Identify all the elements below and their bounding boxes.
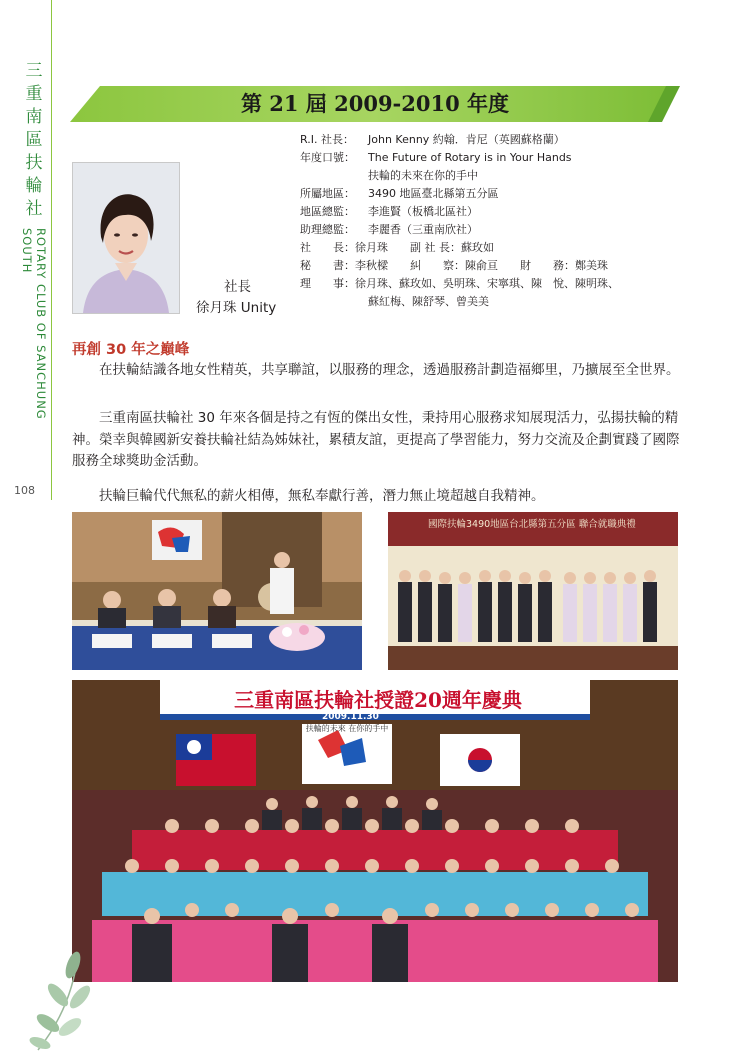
governor: 李進賢（板橋北區社） <box>368 205 478 218</box>
president-name: 徐月珠 Unity <box>196 300 277 316</box>
governor-label: 地區總監： <box>300 205 355 218</box>
article-paragraph-2: 三重南區扶輪社 30 年來各個是持之有恆的傑出女性，秉持用心服務求知展現活力，弘揚扶輪的精神。榮幸與韓國新安養扶輪社結為姊妹社，累積友誼，更提高了學習能力，努力交流及企劃實踐了國際服務全球獎助金活動。 <box>72 410 680 469</box>
district-label: 所屬地區： <box>300 187 355 200</box>
anniversary-banner-text: 三重南區扶輪社授證20週年慶典 <box>234 688 522 712</box>
assistant: 李麗香（三重南欣社） <box>368 223 478 236</box>
banner-title: 第 21 屆 2009-2010 年度 <box>240 91 510 116</box>
stage-banner-text: 國際扶輪3490地區台北縣第五分區 聯合就職典禮 <box>428 519 636 530</box>
district: 3490 地區臺北縣第五分區 <box>368 187 499 200</box>
page-number: 108 <box>14 484 35 497</box>
theme-zh: 扶輪的未來在你的手中 <box>368 169 478 182</box>
sidebar-divider <box>51 0 52 500</box>
anniversary-date: 2009.11.30 <box>322 712 379 722</box>
article-heading: 再創 30 年之巔峰 <box>72 342 190 358</box>
year-banner <box>70 86 680 122</box>
directors-row-2: 蘇紅梅、陳舒琴、曾美美 <box>368 295 489 308</box>
directors-row: 理 事：徐月珠、蘇玫如、吳明珠、宋寧琪、陳 悅、陳明珠、 <box>300 277 619 290</box>
president-role: 社長 <box>224 279 251 295</box>
leaf-decoration-icon <box>18 935 118 1055</box>
officers-row: 社 長：徐月珠 副 社 長：蘇玫如 <box>300 241 494 254</box>
sidebar-club-name-zh: 三重南區扶輪社 <box>25 61 45 219</box>
secretary-row: 秘 書：李秋樑 糾 察：陳俞亘 財 務：鄭美珠 <box>300 259 608 272</box>
officer-info <box>300 131 720 311</box>
assistant-label: 助理總監： <box>300 223 355 236</box>
sidebar-club-name-en: ROTARY CLUB OF SANCHUNG SOUTH <box>20 228 48 420</box>
photo-anniversary-group <box>72 680 678 982</box>
ri-president: John Kenny 約翰．肯尼（英國蘇格蘭） <box>368 133 565 146</box>
theme-label: 年度口號： <box>300 151 355 164</box>
president-portrait <box>72 162 180 314</box>
article-paragraph-3: 扶輪巨輪代代無私的薪火相傳，無私奉獻行善，潛力無止境超越自我精神。 <box>99 488 545 504</box>
anniversary-slogan: 扶輪的未來 在你的手中 <box>305 724 389 733</box>
ri-president-label: R.I. 社長： <box>300 133 354 146</box>
photo-stage-group <box>388 512 678 670</box>
photo-meeting <box>72 512 362 670</box>
article-paragraph-1: 在扶輪結識各地女性精英，共享聯誼，以服務的理念，透過服務計劃造福鄉里，乃擴展至全世界。 <box>99 362 680 378</box>
theme-en: The Future of Rotary is in Your Hands <box>368 151 572 164</box>
